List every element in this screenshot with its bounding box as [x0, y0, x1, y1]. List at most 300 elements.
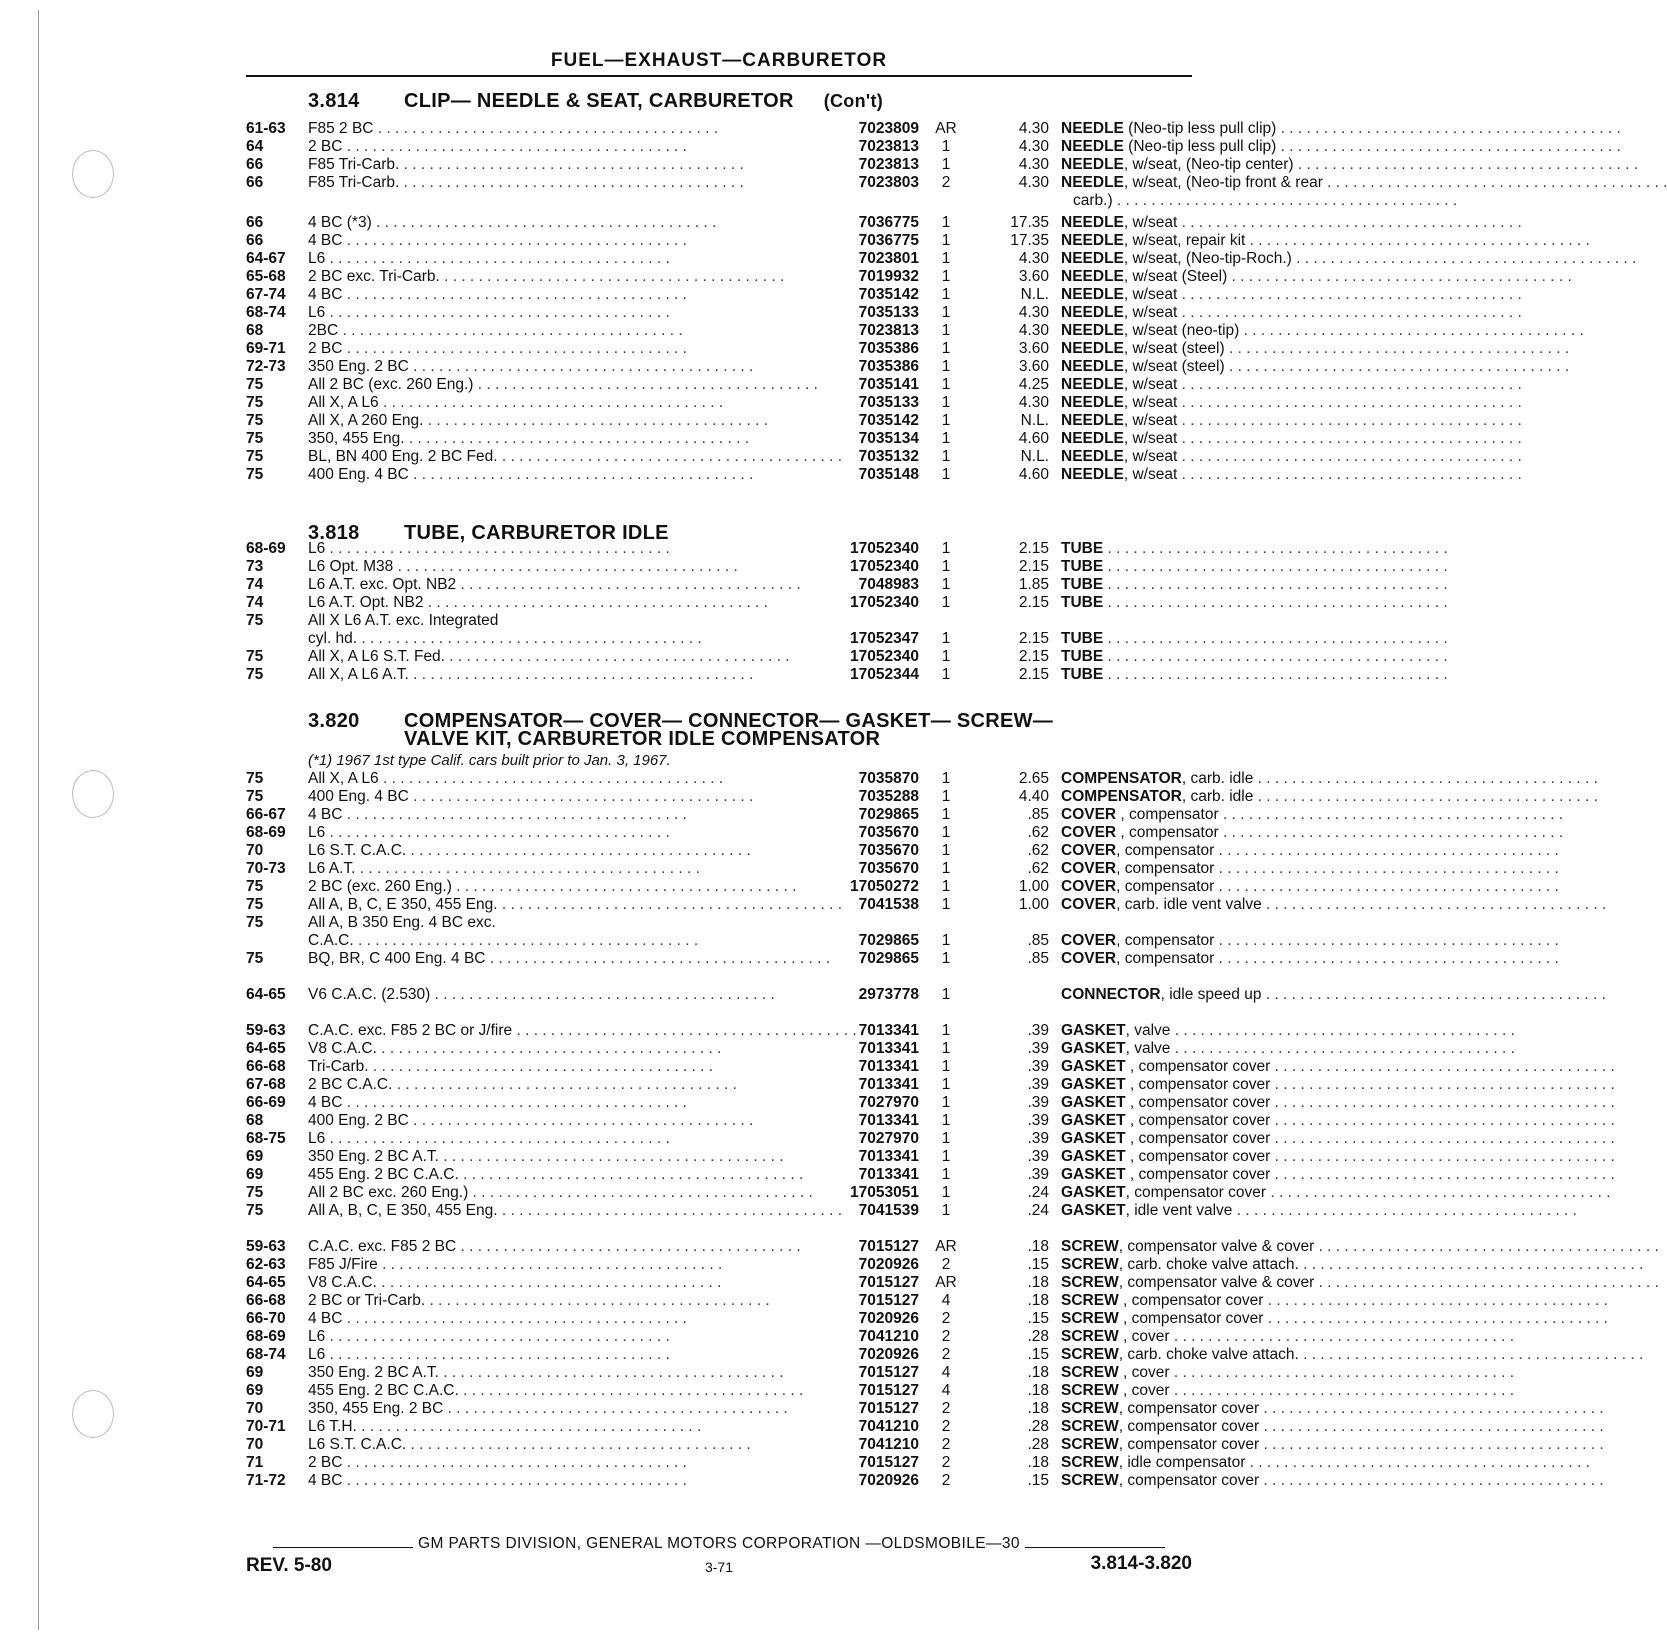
- application-cell: [308, 842, 798, 860]
- application-text: 400 Eng. 4 BC: [308, 788, 409, 805]
- leader-dots: . . . . . . . . . . . . . . . . . . . . . . . . . . . . . . . . . . . . . . . .: [1103, 594, 1448, 611]
- description-cell: [1061, 1076, 1615, 1094]
- application-text: 350, 455 Eng.: [308, 430, 405, 447]
- model-year: 69: [246, 1148, 264, 1165]
- price: 4.30: [1018, 156, 1049, 173]
- quantity: 1: [941, 576, 951, 593]
- part-number: 17052340: [850, 648, 919, 665]
- binder-hole-mark: [72, 770, 114, 818]
- part-name: COVER: [1061, 878, 1117, 895]
- leader-dots: . . . . . . . . . . . . . . . . . . . . . . . . . . . . . . . . . . . . . . . .: [458, 1382, 804, 1399]
- leader-dots: . . . . . . . . . . . . . . . . . . . . . . . . . . . . . . . . . . . . . . . .: [356, 1418, 702, 1435]
- leader-dots: . . . . . . . . . . . . . . . . . . . . . . . . . . . . . . . . . . . . . . . .: [1169, 1328, 1515, 1345]
- part-name: SCREW: [1061, 1382, 1119, 1399]
- price: 2.15: [1018, 594, 1049, 611]
- section-title-line1: COMPENSATOR— COVER— CONNECTOR— GASKET— SCREW—: [404, 710, 1054, 732]
- part-detail: , w/seat, (Neo-tip center): [1123, 156, 1294, 173]
- leader-dots: . . . . . . . . . . . . . . . . . . . . . . . . . . . . . . . . . . . . . . . .: [325, 250, 670, 267]
- table-row: [246, 1454, 1590, 1472]
- model-year: 70-73: [246, 860, 286, 877]
- part-number: 17053051: [850, 1184, 919, 1201]
- application-text: 350 Eng. 2 BC A.T.: [308, 1364, 439, 1381]
- leader-dots: . . . . . . . . . . . . . . . . . . . . . . . . . . . . . . . . . . . . . . . .: [1259, 1400, 1604, 1417]
- model-year: 64: [246, 138, 264, 155]
- price: 3.60: [1018, 358, 1049, 375]
- part-number: 7035141: [858, 376, 919, 393]
- leader-dots: . . . . . . . . . . . . . . . . . . . . . . . . . . . . . . . . . . . . . . . .: [342, 1310, 687, 1327]
- part-number: 7013341: [858, 1148, 919, 1165]
- part-number: 7035134: [858, 430, 919, 447]
- table-row: [246, 950, 1559, 968]
- quantity: 1: [941, 376, 951, 393]
- description-cell: [1061, 214, 1522, 232]
- part-name: GASKET: [1061, 1040, 1126, 1057]
- description-cell: [1061, 448, 1522, 466]
- part-number: 7041539: [858, 1202, 919, 1219]
- application-cell: [308, 576, 801, 594]
- price: .18: [1027, 1454, 1049, 1471]
- revision-label: REV. 5-80: [246, 1555, 332, 1576]
- quantity: 1: [941, 842, 951, 859]
- application-cell: [308, 268, 798, 286]
- part-number: 7035670: [858, 824, 919, 841]
- part-detail: , compensator: [1116, 824, 1219, 841]
- application-cell: [308, 138, 798, 156]
- description-cell: [1061, 1256, 1644, 1274]
- application-cell: [308, 788, 798, 806]
- application-text: L6 A.T. exc. Opt. NB2: [308, 576, 457, 593]
- part-number: 17052340: [850, 558, 919, 575]
- application-cell: [308, 914, 798, 932]
- model-year: 68-75: [246, 1130, 286, 1147]
- application-cell: [308, 1310, 798, 1328]
- part-number: 7013341: [858, 1076, 919, 1093]
- part-detail: , w/seat (steel): [1123, 340, 1225, 357]
- model-year: 75: [246, 448, 264, 465]
- table-row: [246, 788, 1598, 806]
- application-cell: [308, 1148, 798, 1166]
- part-detail: , compensator cover: [1125, 1076, 1271, 1093]
- application-cell: [308, 448, 843, 466]
- application-cell: [308, 1364, 798, 1382]
- model-year: 70-71: [246, 1418, 286, 1435]
- price: 2.15: [1018, 666, 1049, 683]
- application-text: cyl. hd.: [308, 630, 358, 647]
- quantity: AR: [935, 1274, 957, 1291]
- leader-dots: . . . . . . . . . . . . . . . . . . . . . . . . . . . . . . . . . . . . . . . .: [325, 540, 670, 557]
- part-name: SCREW: [1061, 1328, 1119, 1345]
- part-number: 7013341: [858, 1112, 919, 1129]
- application-text: 4 BC: [308, 1472, 343, 1489]
- part-detail: , w/seat: [1123, 394, 1178, 411]
- quantity: 1: [941, 322, 951, 339]
- part-number: 7013341: [858, 1040, 919, 1057]
- leader-dots: . . . . . . . . . . . . . . . . . . . . . . . . . . . . . . . . . . . . . . . .: [393, 558, 738, 575]
- part-number: 7029865: [858, 950, 919, 967]
- quantity: 1: [941, 394, 951, 411]
- table-row: [246, 340, 1570, 358]
- description-cell: [1061, 1184, 1611, 1202]
- part-name: SCREW: [1061, 1472, 1119, 1489]
- application-text: F85 J/Fire: [308, 1256, 378, 1273]
- price: .39: [1027, 1148, 1049, 1165]
- leader-dots: . . . . . . . . . . . . . . . . . . . . . . . . . . . . . . . . . . . . . . . .: [497, 448, 843, 465]
- leader-dots: . . . . . . . . . . . . . . . . . . . . . . . . . . . . . . . . . . . . . . . .: [342, 806, 687, 823]
- application-text: L6 Opt. M38: [308, 558, 394, 575]
- leader-dots: . . . . . . . . . . . . . . . . . . . . . . . . . . . . . . . . . . . . . . . .: [325, 1328, 670, 1345]
- quantity: 1: [941, 860, 951, 877]
- application-text: 2 BC or Tri-Carb.: [308, 1292, 426, 1309]
- quantity: 1: [941, 630, 951, 647]
- price: 4.30: [1018, 250, 1049, 267]
- part-name: GASKET: [1061, 1166, 1126, 1183]
- leader-dots: . . . . . . . . . . . . . . . . . . . . . . . . . . . . . . . . . . . . . . . .: [1322, 174, 1667, 191]
- quantity: 1: [941, 232, 951, 249]
- application-cell: [308, 322, 798, 340]
- quantity: 1: [941, 412, 951, 429]
- part-number: 7023809: [858, 120, 919, 137]
- application-cell: [308, 1076, 798, 1094]
- leader-dots: . . . . . . . . . . . . . . . . . . . . . . . . . . . . . . . . . . . . . . . .: [408, 666, 754, 683]
- leader-dots: . . . . . . . . . . . . . . . . . . . . . . . . . . . . . . . . . . . . . . . .: [342, 340, 687, 357]
- price: .28: [1027, 1328, 1049, 1345]
- table-row: [246, 770, 1598, 788]
- part-name: SCREW: [1061, 1454, 1119, 1471]
- part-number: 7029865: [858, 806, 919, 823]
- description-cell: [1061, 376, 1522, 394]
- table-row: [246, 466, 1522, 484]
- part-detail: , compensator cover: [1125, 1058, 1271, 1075]
- table-row: [246, 896, 1607, 914]
- table-row: [246, 322, 1584, 340]
- left-margin-rule: [38, 10, 39, 1630]
- part-number: 7041210: [858, 1328, 919, 1345]
- leader-dots: . . . . . . . . . . . . . . . . . . . . . . . . . . . . . . . . . . . . . . . .: [399, 174, 744, 191]
- part-number: 7027970: [858, 1130, 919, 1147]
- model-year: 74: [246, 576, 264, 593]
- price: .62: [1027, 842, 1049, 859]
- application-text: 2 BC exc. Tri-Carb.: [308, 268, 440, 285]
- leader-dots: . . . . . . . . . . . . . . . . . . . . . . . . . . . . . . . . . . . . . . . .: [342, 286, 687, 303]
- part-name: SCREW: [1061, 1238, 1119, 1255]
- part-detail: , compensator cover: [1125, 1166, 1271, 1183]
- quantity: 2: [941, 1346, 951, 1363]
- application-text: L6: [308, 1346, 326, 1363]
- application-cell: [308, 860, 798, 878]
- application-cell: [308, 466, 798, 484]
- leader-dots: . . . . . . . . . . . . . . . . . . . . . . . . . . . . . . . . . . . . . . . .: [458, 1166, 804, 1183]
- leader-dots: . . . . . . . . . . . . . . . . . . . . . . . . . . . . . . . . . . . . . . . .: [430, 986, 775, 1003]
- part-name: SCREW: [1061, 1400, 1119, 1417]
- leader-dots: . . . . . . . . . . . . . . . . . . . . . . . . . . . . . . . . . . . . . . . .: [1253, 770, 1598, 787]
- quantity: 1: [941, 1094, 951, 1111]
- page-footer: [246, 1535, 1192, 1595]
- quantity: 1: [941, 138, 951, 155]
- model-year: 69: [246, 1382, 264, 1399]
- part-name: NEEDLE: [1061, 394, 1124, 411]
- leader-dots: . . . . . . . . . . . . . . . . . . . . . . . . . . . . . . . . . . . . . . . .: [1314, 1238, 1659, 1255]
- part-detail: (Neo-tip less pull clip): [1123, 120, 1277, 137]
- leader-dots: . . . . . . . . . . . . . . . . . . . . . . . . . . . . . . . . . . . . . . . .: [443, 1400, 788, 1417]
- leader-dots: . . . . . . . . . . . . . . . . . . . . . . . . . . . . . . . . . . . . . . . .: [408, 466, 754, 483]
- part-number: 7041210: [858, 1436, 919, 1453]
- leader-dots: . . . . . . . . . . . . . . . . . . . . . . . . . . . . . . . . . . . . . . . .: [1261, 986, 1606, 1003]
- leader-dots: . . . . . . . . . . . . . . . . . . . . . . . . . . . . . . . . . . . . . . . .: [1103, 576, 1448, 593]
- model-year: 64-67: [246, 250, 286, 267]
- model-year: 69: [246, 1166, 264, 1183]
- leader-dots: . . . . . . . . . . . . . . . . . . . . . . . . . . . . . . . . . . . . . . . .: [325, 824, 670, 841]
- binder-hole-mark: [72, 1390, 114, 1438]
- table-row: [246, 1094, 1615, 1112]
- part-number: 7020926: [858, 1256, 919, 1273]
- part-detail: carb.): [1073, 192, 1113, 209]
- application-cell: [308, 1274, 798, 1292]
- quantity: AR: [935, 120, 957, 137]
- price: .85: [1027, 932, 1049, 949]
- model-year: 74: [246, 594, 264, 611]
- leader-dots: . . . . . . . . . . . . . . . . . . . . . . . . . . . . . . . . . . . . . . . .: [408, 358, 754, 375]
- table-row: [246, 558, 1448, 576]
- part-name: TUBE: [1061, 630, 1104, 647]
- application-text: F85 Tri-Carb.: [308, 174, 400, 191]
- part-number: 7048983: [858, 576, 919, 593]
- description-cell: [1061, 576, 1448, 594]
- quantity: 1: [941, 286, 951, 303]
- price: N.L.: [1020, 412, 1049, 429]
- application-cell: [308, 612, 798, 630]
- model-year: 66-69: [246, 1094, 286, 1111]
- price: .39: [1027, 1058, 1049, 1075]
- quantity: 1: [941, 1040, 951, 1057]
- description-cell: [1061, 1166, 1615, 1184]
- quantity: 1: [941, 430, 951, 447]
- table-row: [246, 358, 1570, 376]
- application-text: L6 T.H.: [308, 1418, 357, 1435]
- table-row: [246, 1076, 1615, 1094]
- model-year: 75: [246, 1184, 264, 1201]
- description-cell: [1061, 1130, 1615, 1148]
- part-number: 7015127: [858, 1382, 919, 1399]
- application-text: All X, A L6: [308, 394, 379, 411]
- application-text: 2 BC (exc. 260 Eng.): [308, 878, 452, 895]
- leader-dots: . . . . . . . . . . . . . . . . . . . . . . . . . . . . . . . . . . . . . . . .: [325, 1346, 670, 1363]
- part-name: NEEDLE: [1061, 304, 1124, 321]
- leader-dots: . . . . . . . . . . . . . . . . . . . . . . . . . . . . . . . . . . . . . . . .: [1218, 806, 1564, 823]
- leader-dots: . . . . . . . . . . . . . . . . . . . . . . . . . . . . . . . . . . . . . . . .: [325, 304, 670, 321]
- quantity: 2: [941, 1418, 951, 1435]
- part-name: NEEDLE: [1061, 268, 1124, 285]
- part-number: 7023813: [858, 322, 919, 339]
- table-row: [246, 1022, 1515, 1040]
- leader-dots: . . . . . . . . . . . . . . . . . . . . . . . . . . . . . . . . . . . . . . . .: [373, 120, 718, 137]
- part-name: NEEDLE: [1061, 448, 1124, 465]
- quantity: 1: [941, 540, 951, 557]
- part-number: 7036775: [858, 214, 919, 231]
- section-continued: (Con't): [823, 91, 884, 111]
- description-cell: [1061, 630, 1448, 648]
- application-text: 455 Eng. 2 BC C.A.C.: [308, 1166, 459, 1183]
- leader-dots: . . . . . . . . . . . . . . . . . . . . . . . . . . . . . . . . . . . . . . . .: [1270, 1112, 1615, 1129]
- description-cell: [1061, 1058, 1615, 1076]
- part-name: COVER: [1061, 896, 1117, 913]
- model-year: 75: [246, 648, 264, 665]
- price: .28: [1027, 1418, 1049, 1435]
- description-cell: [1061, 950, 1559, 968]
- part-name: GASKET: [1061, 1202, 1126, 1219]
- price: 4.25: [1018, 376, 1049, 393]
- part-detail: , w/seat: [1123, 466, 1178, 483]
- price: .18: [1027, 1292, 1049, 1309]
- table-row: [246, 1382, 1515, 1400]
- part-detail: , compensator cover: [1118, 1418, 1260, 1435]
- model-year: 75: [246, 430, 264, 447]
- table-row: [246, 412, 1522, 430]
- leader-dots: . . . . . . . . . . . . . . . . . . . . . . . . . . . . . . . . . . . . . . . .: [342, 1454, 687, 1471]
- leader-dots: . . . . . . . . . . . . . . . . . . . . . . . . . . . . . . . . . . . . . . . .: [355, 860, 700, 877]
- part-name: NEEDLE: [1061, 232, 1124, 249]
- application-cell: [308, 558, 798, 576]
- quantity: 1: [941, 156, 951, 173]
- application-cell: [308, 1292, 798, 1310]
- part-number: 7015127: [858, 1400, 919, 1417]
- application-cell: [308, 1382, 804, 1400]
- part-number: 7041538: [858, 896, 919, 913]
- part-name: TUBE: [1061, 576, 1104, 593]
- table-row: [246, 1436, 1604, 1454]
- model-year: 70: [246, 1436, 264, 1453]
- part-detail: , w/seat: [1123, 286, 1178, 303]
- leader-dots: . . . . . . . . . . . . . . . . . . . . . . . . . . . . . . . . . . . . . . . .: [342, 1094, 687, 1111]
- quantity: 2: [941, 1436, 951, 1453]
- application-text: L6: [308, 304, 326, 321]
- quantity: 1: [941, 932, 951, 949]
- leader-dots: . . . . . . . . . . . . . . . . . . . . . . . . . . . . . . . . . . . . . . . .: [392, 1076, 737, 1093]
- price: .15: [1027, 1256, 1049, 1273]
- price: .24: [1027, 1202, 1049, 1219]
- table-row: [246, 394, 1522, 412]
- description-cell: [1061, 1436, 1604, 1454]
- application-text: All A, B, C, E 350, 455 Eng.: [308, 1202, 498, 1219]
- model-year: 70: [246, 1400, 264, 1417]
- part-name: SCREW: [1061, 1256, 1119, 1273]
- part-detail: , carb. choke valve attach.: [1118, 1346, 1299, 1363]
- quantity: 4: [941, 1364, 951, 1381]
- description-cell: [1061, 1040, 1515, 1058]
- price: 2.65: [1018, 770, 1049, 787]
- table-row: [246, 448, 1522, 466]
- leader-dots: . . . . . . . . . . . . . . . . . . . . . . . . . . . . . . . . . . . . . . . .: [1276, 120, 1621, 137]
- model-year: 68-69: [246, 540, 286, 557]
- part-detail: , w/seat (Steel): [1123, 268, 1228, 285]
- description-cell: [1061, 304, 1522, 322]
- part-name: TUBE: [1061, 648, 1104, 665]
- description-cell: [1061, 1148, 1615, 1166]
- table-row: [246, 1130, 1615, 1148]
- part-detail: , w/seat, repair kit: [1123, 232, 1246, 249]
- section-title: CLIP— NEEDLE & SEAT, CARBURETOR: [404, 90, 794, 112]
- description-cell: [1061, 558, 1448, 576]
- application-text: 400 Eng. 4 BC: [308, 466, 409, 483]
- part-detail: , carb. idle: [1181, 788, 1254, 805]
- application-text: C.A.C.: [308, 932, 354, 949]
- model-year: 66-70: [246, 1310, 286, 1327]
- application-cell: [308, 250, 798, 268]
- part-detail: , carb. idle: [1181, 770, 1254, 787]
- application-text: All A, B 350 Eng. 4 BC exc.: [308, 914, 496, 931]
- application-text: 400 Eng. 2 BC: [308, 1112, 409, 1129]
- part-name: NEEDLE: [1061, 120, 1124, 137]
- application-cell: [308, 358, 798, 376]
- part-number: 7015127: [858, 1454, 919, 1471]
- leader-dots: . . . . . . . . . . . . . . . . . . . . . . . . . . . . . . . . . . . . . . . .: [439, 268, 785, 285]
- footer-division: GM PARTS DIVISION, GENERAL MOTORS CORPORATION —OLDSMOBILE—30: [418, 1535, 1020, 1552]
- quantity: 1: [941, 558, 951, 575]
- part-detail: , w/seat (steel): [1123, 358, 1225, 375]
- application-text: L6: [308, 1130, 326, 1147]
- model-year: 67-68: [246, 1076, 286, 1093]
- application-text: L6: [308, 824, 326, 841]
- application-cell: [308, 394, 798, 412]
- description-cell: [1061, 286, 1522, 304]
- quantity: 2: [941, 1400, 951, 1417]
- quantity: 1: [941, 648, 951, 665]
- description-cell: [1061, 1328, 1515, 1346]
- leader-dots: . . . . . . . . . . . . . . . . . . . . . . . . . . . . . . . . . . . . . . . .: [1103, 540, 1448, 557]
- table-row: [246, 1058, 1615, 1076]
- part-number: 2973778: [858, 986, 919, 1003]
- price: .39: [1027, 1112, 1049, 1129]
- application-text: F85 2 BC: [308, 120, 374, 137]
- description-cell: [1061, 878, 1559, 896]
- table-row: [246, 1112, 1615, 1130]
- part-number: 7023813: [858, 138, 919, 155]
- table-row: [246, 1238, 1659, 1256]
- price: .62: [1027, 824, 1049, 841]
- part-number: 7035148: [858, 466, 919, 483]
- table-row: [246, 878, 1559, 896]
- model-year: 66: [246, 174, 264, 191]
- quantity: 1: [941, 824, 951, 841]
- application-text: V8 C.A.C.: [308, 1274, 377, 1291]
- leader-dots: . . . . . . . . . . . . . . . . . . . . . . . . . . . . . . . . . . . . . . . .: [1177, 214, 1522, 231]
- leader-dots: . . . . . . . . . . . . . . . . . . . . . . . . . . . . . . . . . . . . . . . .: [1170, 1040, 1515, 1057]
- application-text: V8 C.A.C.: [308, 1040, 377, 1057]
- price: .18: [1027, 1274, 1049, 1291]
- part-name: SCREW: [1061, 1310, 1119, 1327]
- application-text: All 2 BC exc. 260 Eng.): [308, 1184, 469, 1201]
- part-number: 7013341: [858, 1022, 919, 1039]
- table-row: [246, 232, 1590, 250]
- part-detail: , compensator cover: [1125, 1184, 1267, 1201]
- leader-dots: . . . . . . . . . . . . . . . . . . . . . . . . . . . . . . . . . . . . . . . .: [438, 1364, 784, 1381]
- quantity: 1: [941, 788, 951, 805]
- table-row: [246, 430, 1522, 448]
- description-cell: [1061, 824, 1564, 842]
- part-number: 7035133: [858, 304, 919, 321]
- part-number: 7035386: [858, 340, 919, 357]
- model-year: 66: [246, 232, 264, 249]
- model-year: 68-74: [246, 304, 286, 321]
- part-detail: (Neo-tip less pull clip): [1123, 138, 1277, 155]
- leader-dots: . . . . . . . . . . . . . . . . . . . . . . . . . . . . . . . . . . . . . . . .: [1263, 1310, 1608, 1327]
- application-cell: [308, 806, 798, 824]
- part-name: GASKET: [1061, 1076, 1126, 1093]
- page-number: 3-71: [704, 1559, 734, 1575]
- application-cell: [308, 594, 798, 612]
- part-detail: , compensator: [1116, 932, 1215, 949]
- description-cell: [1061, 268, 1572, 286]
- application-text: 2 BC C.A.C.: [308, 1076, 393, 1093]
